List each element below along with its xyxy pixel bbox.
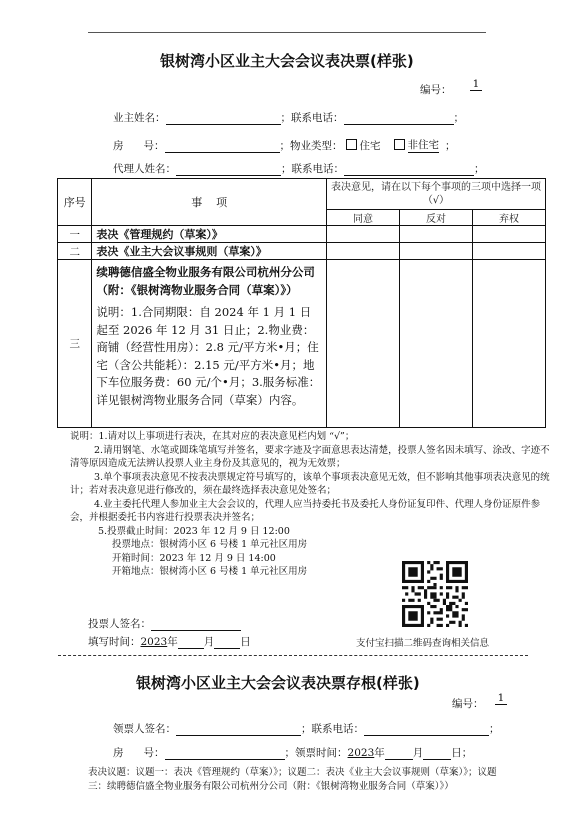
stub-year-unit: 年 (374, 747, 385, 759)
proxy-contact-field[interactable] (344, 163, 474, 176)
fill-month-unit: 月 (203, 636, 215, 648)
proxy-name-field[interactable] (176, 163, 281, 176)
row3-oppose-cell[interactable] (399, 260, 472, 428)
stub-receiver-label: 领票人签名： (113, 723, 176, 735)
room-label: 房 号： (113, 140, 165, 152)
fill-day-unit: 日 (240, 636, 251, 648)
stub-month-unit: 月 (412, 747, 424, 759)
row-title: 表决《业主大会议事规则（草案）》 (92, 243, 327, 260)
ballot-title: 银树湾小区业主大会会议表决票(样张) (160, 52, 414, 70)
row-title: 表决《管理规约（草案）》 (92, 226, 327, 243)
col-opinion-header: 表决意见，请在以下每个事项的三项中选择一项（√） (327, 179, 546, 210)
col-index-header: 序号 (58, 179, 92, 226)
voter-signature-field[interactable] (151, 618, 241, 631)
fill-month-field[interactable] (178, 636, 204, 649)
col-item-header: 事 项 (92, 179, 327, 226)
row2-oppose-cell[interactable] (399, 243, 472, 260)
stub-receiver-field[interactable] (176, 723, 301, 736)
room-row-end: ； (445, 140, 456, 152)
voter-signature-label: 投票人签名： (88, 618, 151, 630)
residential-checkbox[interactable] (346, 139, 357, 150)
row1-agree-cell[interactable] (327, 226, 400, 243)
stub-room-row (113, 745, 472, 760)
residential-label: 住宅 (359, 140, 381, 152)
qr-caption: 支付宝扫描二维码查询相关信息 (356, 638, 490, 649)
stub-number-value: 1 (495, 692, 507, 705)
stub-title: 银树湾小区业主大会会议表决票存根(样张) (136, 674, 420, 692)
table-header-row (58, 179, 546, 210)
owner-name-label: 业主姓名： (113, 112, 166, 124)
fill-year-unit: 年 (167, 636, 178, 648)
row-index: 二 (58, 243, 92, 260)
stub-day-unit: 日； (451, 747, 473, 759)
stub-contact-label: ；联系电话： (301, 723, 364, 735)
non-residential-label: 非住宅 (407, 139, 440, 151)
fill-time-label: 填写时间： (88, 636, 141, 648)
note-4: 4.业主委托代理人参加业主大会会议的，代理人应当持委托书及委托人身份证复印件、代理人身份证原件参会，并根据委托书内容进行投票表决并签名； (70, 498, 541, 523)
owner-row-end: ； (453, 112, 464, 124)
property-type-label: ；物业类型： (279, 140, 343, 152)
stub-row-end: ； (489, 723, 500, 735)
row3-abstain-cell[interactable] (472, 260, 545, 428)
row-description: 说明：1.合同期限：自 2024 年 1 月 1 日起至 2026 年 12 月 31 日止；2.物业费：商铺（经营性用房）：2.8 元/平方米•月；住宅（含公共能耗）：2.15 元/平方米•月；地下车位服务费：60 元/个•月；3.服务标准：详见银树湾物业服务合同（草案）内容。 (96, 305, 321, 407)
table-row (58, 260, 546, 428)
owner-contact-field[interactable] (344, 112, 454, 125)
col-agree-header: 同意 (327, 210, 400, 226)
stub-year: 2023 (347, 747, 375, 759)
stub-month-field[interactable] (385, 747, 413, 760)
stub-receiver-row (113, 721, 500, 736)
stub-room-label: 房 号： (113, 747, 165, 759)
col-abstain-header: 弃权 (472, 210, 545, 226)
owner-contact-label: ；联系电话： (280, 112, 344, 124)
proxy-row-end: ； (474, 163, 485, 175)
row1-abstain-cell[interactable] (472, 226, 545, 243)
row-index: 一 (58, 226, 92, 243)
cut-line (58, 655, 528, 656)
row1-oppose-cell[interactable] (399, 226, 472, 243)
row-title: 续聘德信盛全物业服务有限公司杭州分公司（附：《银树湾物业服务合同（草案）》） (96, 265, 315, 297)
top-rule (88, 32, 486, 33)
stub-topics: 表决议题：议题一：表决《管理规约（草案）》；议题二：表决《业主大会议事规则（草案）》；议题三：续聘德信盛全物业服务有限公司杭州分公司（附：《银树湾物业服务合同（草案）》） (88, 767, 497, 792)
row2-abstain-cell[interactable] (472, 243, 545, 260)
proxy-contact-label: ；联系电话： (281, 163, 344, 175)
row-index: 三 (58, 260, 92, 428)
proxy-row (113, 161, 485, 176)
owner-name-field[interactable] (166, 112, 281, 125)
fill-time-row (88, 634, 251, 649)
room-field[interactable] (165, 140, 280, 153)
row3-item (92, 260, 327, 428)
col-oppose-header: 反对 (399, 210, 472, 226)
note-5: 5.投票截止时间：2023 年 12 月 9 日 12:00 (98, 525, 290, 537)
stub-room-field[interactable] (165, 747, 285, 760)
fill-year: 2023 (140, 636, 168, 648)
note-3: 3.单个事项表决意见不按表决票规定符号填写的，该单个事项表决意见无效，但不影响其他事项表决意见的统计；若对表决意见进行修改的，须在最终选择表决意见处签名； (70, 471, 550, 496)
proxy-name-label: 代理人姓名： (113, 163, 176, 175)
note-1: 说明：1.请对以上事项进行表决，在其对应的表决意见栏内划 “√”； (70, 431, 355, 442)
stub-number-label: 编号： (452, 698, 484, 710)
room-row (113, 137, 456, 153)
owner-name-row (113, 110, 464, 125)
ballot-number-label: 编号： (420, 84, 452, 96)
table-row (58, 243, 546, 260)
table-row (58, 226, 546, 243)
voter-signature-row (88, 616, 241, 631)
open-time: 开箱时间：2023 年 12 月 9 日 14:00 (112, 552, 276, 564)
row2-agree-cell[interactable] (327, 243, 400, 260)
vote-place: 投票地点：银树湾小区 6 号楼 1 单元社区用房 (112, 539, 308, 550)
qr-code-image (402, 561, 468, 627)
stub-receive-time-label: ；领票时间： (284, 747, 348, 759)
vote-table (57, 178, 546, 428)
note-2: 2.请用钢笔、水笔或圆珠笔填写并签名，要求字迹及字面意思表达清楚，投票人签名因未填写、涂改、字迹不清等原因造成无法辨认投票人业主身份及其意见的，视为无效票； (70, 444, 550, 469)
stub-day-field[interactable] (423, 747, 451, 760)
stub-contact-field[interactable] (364, 723, 489, 736)
notes-block (72, 430, 552, 579)
non-residential-checkbox[interactable] (394, 139, 405, 150)
ballot-number-value: 1 (470, 78, 482, 91)
fill-day-field[interactable] (214, 636, 240, 649)
open-place: 开箱地点：银树湾小区 6 号楼 1 单元社区用房 (112, 566, 308, 577)
row3-agree-cell[interactable] (327, 260, 400, 428)
